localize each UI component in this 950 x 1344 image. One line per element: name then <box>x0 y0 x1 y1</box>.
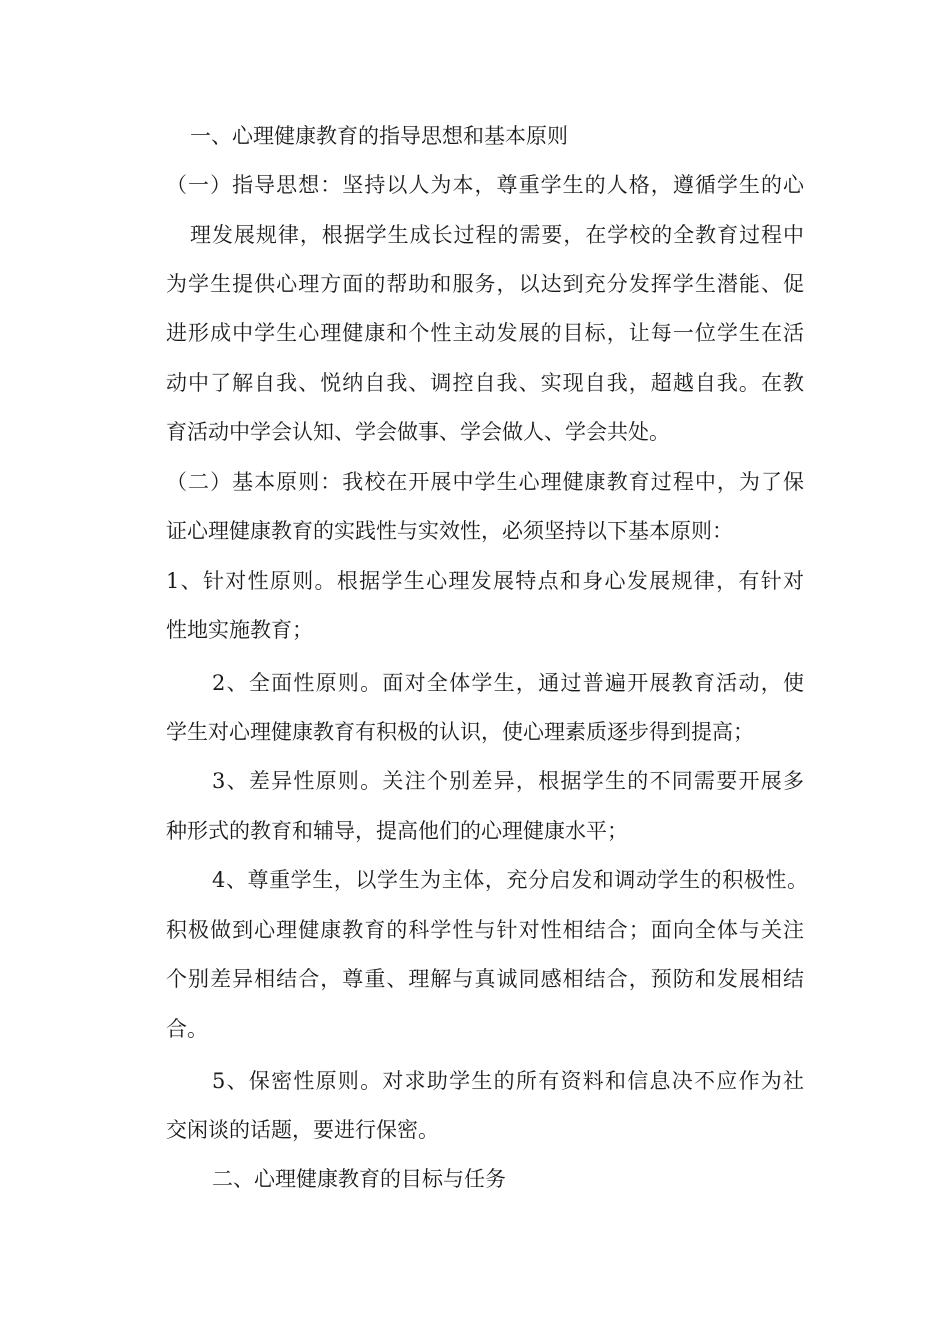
principle-2-line-2: 学生对心理健康教育有积极的认识，使心理素质逐步得到提高； <box>166 720 754 744</box>
principle-1-line-2: 性地实施教育； <box>166 618 313 642</box>
guiding-thought-line-4: 进形成中学生心理健康和个性主动发展的目标，让每一位学生在活 <box>166 321 804 345</box>
section-heading-1: 一、心理健康教育的指导思想和基本原则 <box>190 124 568 148</box>
principle-4-line-4: 合。 <box>166 1017 208 1041</box>
principle-4-line-1: 4、尊重学生，以学生为主体，充分启发和调动学生的积极性。 <box>212 868 808 892</box>
guiding-thought-line-6: 育活动中学会认知、学会做事、学会做人、学会共处。 <box>166 420 670 444</box>
principle-5-line-2: 交闲谈的话题，要进行保密。 <box>166 1118 439 1142</box>
principle-4-line-3: 个别差异相结合，尊重、理解与真诚同感相结合，预防和发展相结 <box>166 967 804 991</box>
basic-principles-line-1: （二）基本原则：我校在开展中学生心理健康教育过程中，为了保 <box>166 470 804 494</box>
guiding-thought-line-3: 为学生提供心理方面的帮助和服务，以达到充分发挥学生潜能、促 <box>166 272 804 296</box>
guiding-thought-line-2: 理发展规律，根据学生成长过程的需要，在学校的全教育过程中 <box>190 223 804 247</box>
principle-3-line-2: 种形式的教育和辅导，提高他们的心理健康水平； <box>166 819 628 843</box>
principle-5-line-1: 5、保密性原则。对求助学生的所有资料和信息决不应作为社 <box>212 1069 804 1093</box>
guiding-thought-line-5: 动中了解自我、悦纳自我、调控自我、实现自我，超越自我。在教 <box>166 371 804 395</box>
basic-principles-line-2: 证心理健康教育的实践性与实效性，必须坚持以下基本原则： <box>166 519 733 543</box>
principle-1-line-1: 1、针对性原则。根据学生心理发展特点和身心发展规律，有针对 <box>166 569 804 593</box>
section-heading-2: 二、心理健康教育的目标与任务 <box>212 1167 506 1191</box>
principle-4-line-2: 积极做到心理健康教育的科学性与针对性相结合；面向全体与关注 <box>166 918 804 942</box>
principle-3-line-1: 3、差异性原则。关注个别差异，根据学生的不同需要开展多 <box>212 769 804 793</box>
guiding-thought-line-1: （一）指导思想：坚持以人为本，尊重学生的人格，遵循学生的心 <box>166 173 804 197</box>
principle-2-line-1: 2、全面性原则。面对全体学生，通过普遍开展教育活动，使 <box>212 671 804 695</box>
